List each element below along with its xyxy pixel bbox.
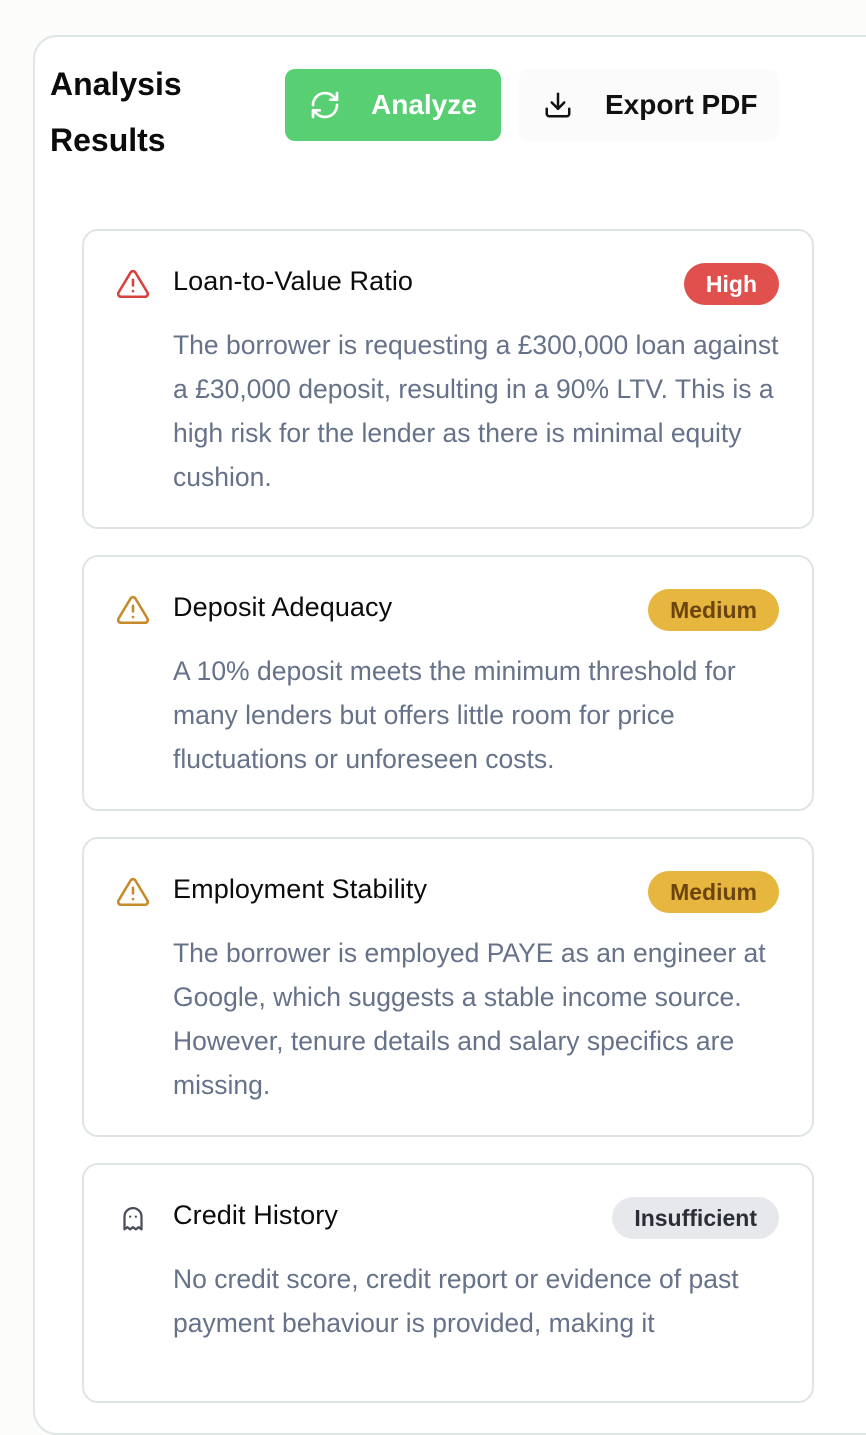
warning-triangle-icon bbox=[116, 267, 150, 301]
download-icon bbox=[543, 90, 573, 120]
severity-badge: Medium bbox=[648, 871, 779, 913]
severity-badge: High bbox=[684, 263, 779, 305]
result-title: Credit History bbox=[173, 1200, 338, 1230]
result-description: The borrower is employed PAYE as an engineer at Google, which suggests a stable income source. However, tenure details and salary specifics are missing. bbox=[173, 938, 766, 1100]
result-card-employment-stability bbox=[82, 837, 814, 1137]
results-header bbox=[50, 56, 790, 156]
result-description: The borrower is requesting a £300,000 loan against a £30,000 deposit, resulting in a 90% LTV. This is a high risk for the lender as there is minimal equity cushion. bbox=[173, 330, 779, 492]
result-description: A 10% deposit meets the minimum threshold for many lenders but offers little room for price fluctuations or unforeseen costs. bbox=[173, 656, 736, 774]
export-pdf-button[interactable] bbox=[519, 69, 779, 141]
analyze-button-label: Analyze bbox=[371, 89, 477, 120]
result-title: Loan-to-Value Ratio bbox=[173, 266, 414, 296]
analyze-button[interactable] bbox=[285, 69, 501, 141]
ghost-icon bbox=[116, 1201, 150, 1235]
result-title: Deposit Adequacy bbox=[173, 592, 393, 622]
result-description: No credit score, credit report or evidence of past payment behaviour is provided, making it bbox=[173, 1264, 739, 1338]
export-pdf-button-label: Export PDF bbox=[605, 89, 758, 120]
result-card-loan-to-value bbox=[82, 229, 814, 529]
severity-badge: Medium bbox=[648, 589, 779, 631]
result-card-credit-history bbox=[82, 1163, 814, 1403]
severity-badge: Insufficient bbox=[612, 1197, 779, 1239]
refresh-icon bbox=[309, 89, 341, 121]
warning-triangle-icon bbox=[116, 593, 150, 627]
result-card-deposit-adequacy bbox=[82, 555, 814, 811]
warning-triangle-icon bbox=[116, 875, 150, 909]
result-title: Employment Stability bbox=[173, 874, 428, 904]
page-title: Analysis Results bbox=[50, 66, 182, 158]
